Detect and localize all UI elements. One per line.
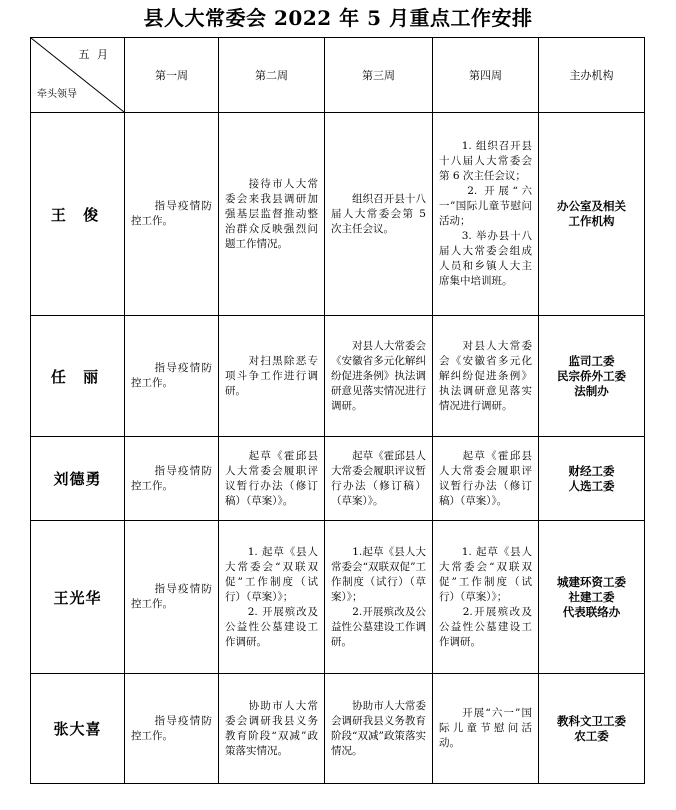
org-name: 城建环资工委 bbox=[557, 574, 626, 589]
org-name: 法制办 bbox=[574, 383, 609, 398]
week1-task: 指导疫情防控工作。 bbox=[125, 316, 219, 437]
diagonal-header-cell bbox=[31, 38, 125, 113]
org-cell bbox=[539, 521, 645, 674]
leader-name: 王 俊 bbox=[31, 113, 125, 316]
week2-task: 接待市人大常委会来我县调研加强基层监督推动整治群众反映强烈问题工作情况。 bbox=[219, 113, 325, 316]
table-row bbox=[31, 674, 645, 784]
week1-header: 第一周 bbox=[125, 38, 219, 113]
org-name: 监司工委 bbox=[568, 353, 615, 368]
week4-task: 对县人大常委会《安徽省多元化解纠纷促进条例》执法调研意见落实情况进行调研。 bbox=[433, 316, 539, 437]
table-row bbox=[31, 316, 645, 437]
week2-header: 第二周 bbox=[219, 38, 325, 113]
week3-task: 起草《霍邱县人大常委会履职评议暂行办法（修订稿）（草案）》。 bbox=[325, 437, 433, 521]
week4-task: 1. 起草《县人大常委会“双联双促”工作制度（试行）（草案）》； 2.开展殡改及公益性公墓建设工作调研。 bbox=[433, 521, 539, 674]
header-row bbox=[31, 38, 645, 113]
leader-name: 任 丽 bbox=[31, 316, 125, 437]
week2-task: 对扫黑除恶专项斗争工作进行调研。 bbox=[219, 316, 325, 437]
week3-task: 1.起草《县人大常委会“双联双促”工作制度（试行）（草案）》； 2.开展殡改及公益性公墓建设工作调研。 bbox=[325, 521, 433, 674]
org-cell bbox=[539, 316, 645, 437]
org-name: 财经工委 bbox=[568, 463, 615, 478]
org-name: 农工委 bbox=[574, 728, 609, 743]
leader-header-label: 牵头领导 bbox=[37, 89, 77, 100]
org-name: 民宗侨外工委 bbox=[557, 368, 626, 383]
leader-name: 刘德勇 bbox=[31, 437, 125, 521]
org-name: 社建工委 bbox=[568, 589, 615, 604]
week1-task: 指导疫情防控工作。 bbox=[125, 521, 219, 674]
week1-task: 指导疫情防控工作。 bbox=[125, 674, 219, 784]
week2-task: 1. 起草《县人大常委会“双联双促”工作制度（试行）（草案）》； 2. 开展殡改及公益性公墓建设工作调研。 bbox=[219, 521, 325, 674]
week1-task: 指导疫情防控工作。 bbox=[125, 113, 219, 316]
org-name: 代表联络办 bbox=[562, 604, 621, 619]
table-row bbox=[31, 521, 645, 674]
org-header: 主办机构 bbox=[539, 38, 645, 113]
org-name: 人选工委 bbox=[568, 478, 615, 493]
org-cell bbox=[539, 113, 645, 316]
week2-task: 起草《霍邱县人大常委会履职评议暂行办法（修订稿）（草案）》。 bbox=[219, 437, 325, 521]
week3-task: 协助市人大常委会调研我县义务教育阶段“双减”政策落实情况。 bbox=[325, 674, 433, 784]
week3-task: 对县人大常委会《安徽省多元化解纠纷促进条例》执法调研意见落实情况进行调研。 bbox=[325, 316, 433, 437]
org-name: 工作机构 bbox=[568, 214, 615, 228]
week4-task: 开展“六一”国际儿童节慰问活动。 bbox=[433, 674, 539, 784]
leader-name: 王光华 bbox=[31, 521, 125, 674]
org-name: 教科文卫工委 bbox=[557, 713, 626, 728]
org-cell bbox=[539, 437, 645, 521]
leader-name: 张大喜 bbox=[31, 674, 125, 784]
week3-task: 组织召开县十八届人大常委会第 5 次主任会议。 bbox=[325, 113, 433, 316]
week1-task: 指导疫情防控工作。 bbox=[125, 437, 219, 521]
month-label: 五 月 bbox=[78, 48, 110, 61]
week4-header: 第四周 bbox=[433, 38, 539, 113]
week4-task: 起草《霍邱县人大常委会履职评议暂行办法（修订稿）（草案）》。 bbox=[433, 437, 539, 521]
week3-header: 第三周 bbox=[325, 38, 433, 113]
page-title: 县人大常委会 2022 年 5 月重点工作安排 bbox=[143, 6, 533, 30]
week4-task: 1. 组织召开县十八届人大常委会第 6 次主任会议； 2. 开展“六一”国际儿童节慰问活动； 3. 举办县十八届人大常委会组成人员和乡镇人大主席集中培训班。 bbox=[433, 113, 539, 316]
org-name: 办公室及相关 bbox=[557, 199, 626, 213]
week2-task: 协助市人大常委会调研我县义务教育阶段“双减”政策落实情况。 bbox=[219, 674, 325, 784]
table-row bbox=[31, 437, 645, 521]
diagonal-line bbox=[31, 38, 124, 112]
table-row bbox=[31, 113, 645, 316]
org-cell bbox=[539, 674, 645, 784]
work-schedule-table bbox=[30, 37, 645, 784]
